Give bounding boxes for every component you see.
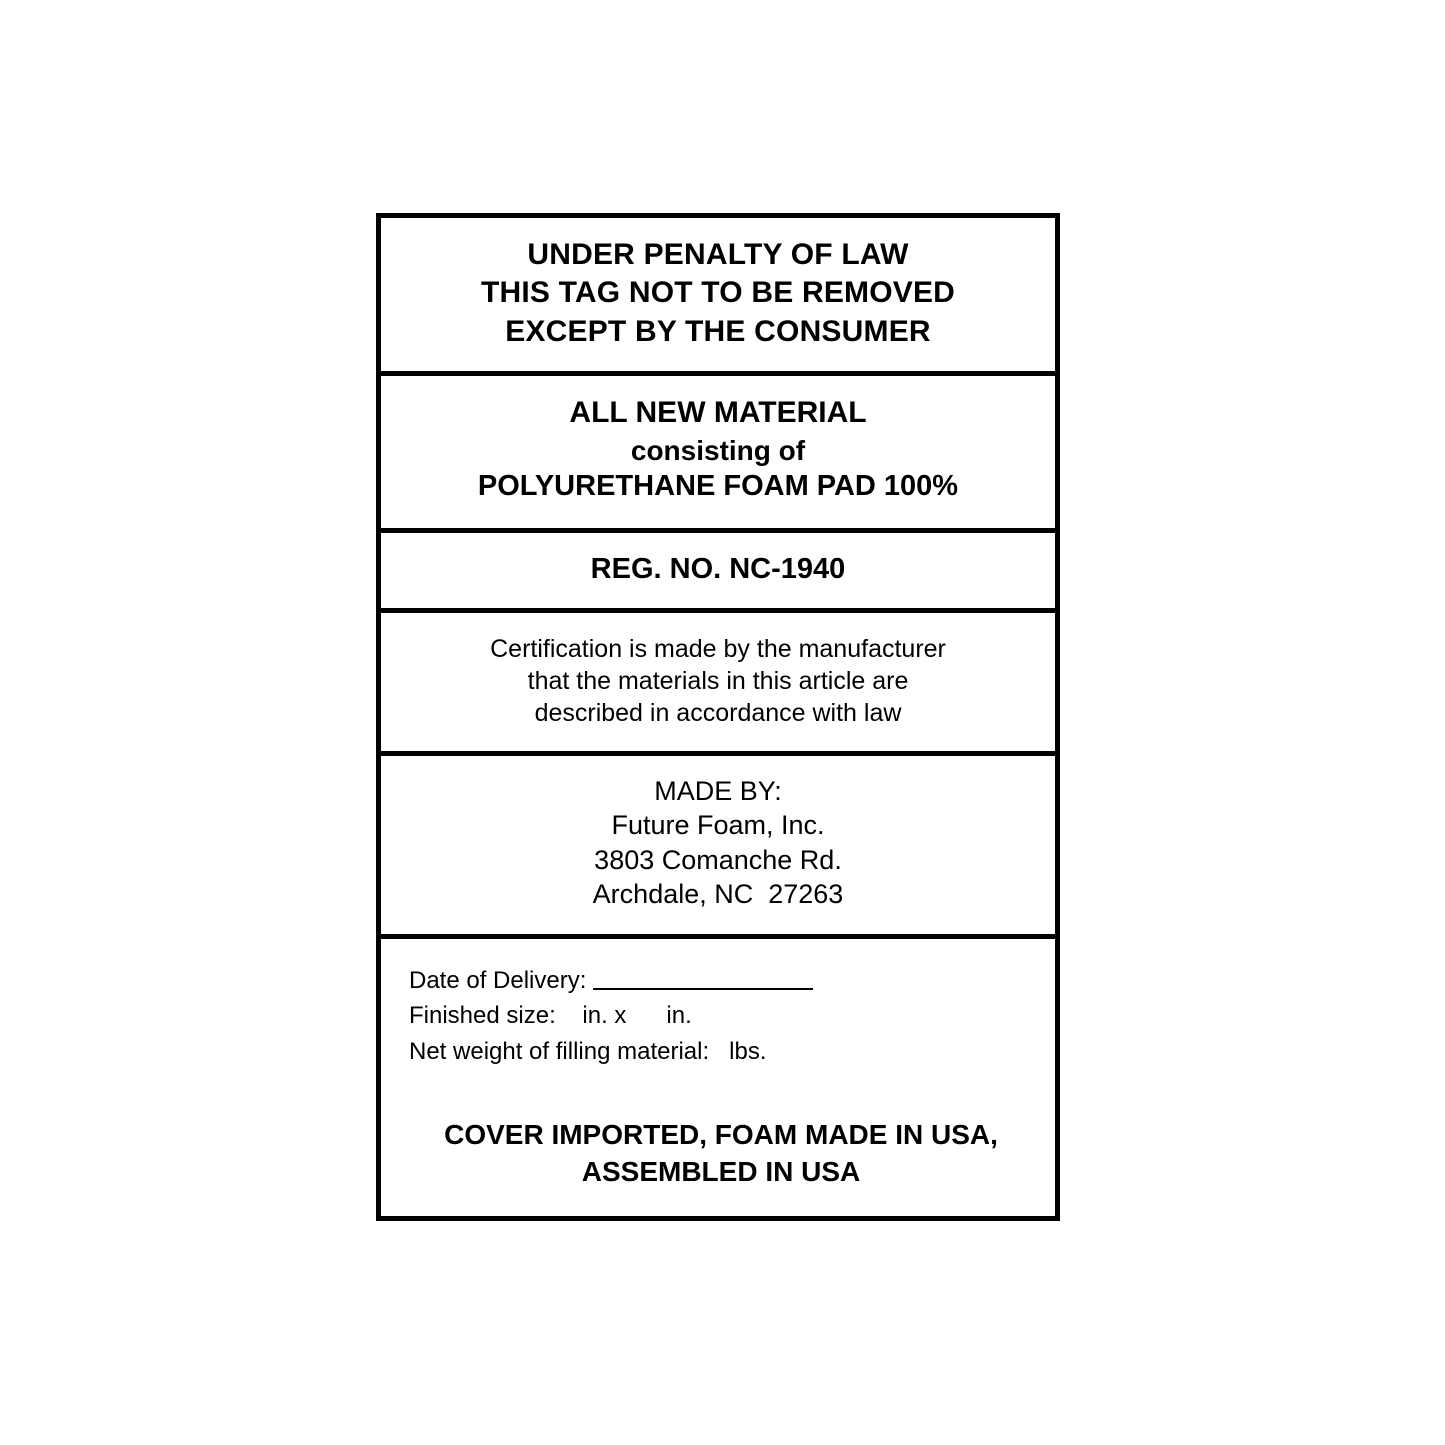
net-weight-value[interactable]: lbs. — [729, 1037, 767, 1065]
penalty-notice-line-1: UNDER PENALTY OF LAW — [527, 238, 909, 271]
origin-line-1: COVER IMPORTED, FOAM MADE IN USA, — [444, 1119, 998, 1151]
penalty-notice-line-3: EXCEPT BY THE CONSUMER — [505, 314, 931, 348]
fillable-fields-section — [381, 939, 1055, 1216]
certification-line-1: Certification is made by the manufacturer — [490, 634, 946, 663]
origin-statement — [409, 1117, 1033, 1190]
material-section — [381, 376, 1055, 532]
registration-section — [381, 533, 1055, 613]
registration-number: REG. NO. NC-1940 — [590, 552, 846, 585]
net-weight-label: Net weight of filling material: — [409, 1037, 710, 1065]
manufacturer-city-state-zip: Archdale, NC 27263 — [592, 879, 844, 910]
finished-size-field — [409, 998, 1033, 1034]
date-of-delivery-label: Date of Delivery: — [409, 966, 587, 994]
net-weight-field — [409, 1034, 1033, 1070]
certification-section — [381, 613, 1055, 756]
certification-line-3: described in accordance with law — [534, 698, 902, 727]
material-heading: ALL NEW MATERIAL — [569, 396, 867, 430]
manufacturer-heading: MADE BY: — [654, 775, 782, 806]
manufacturer-company: Future Foam, Inc. — [611, 810, 825, 841]
law-label-tag — [376, 213, 1060, 1221]
origin-line-2: ASSEMBLED IN USA — [581, 1155, 861, 1187]
certification-line-2: that the materials in this article are — [527, 666, 909, 695]
penalty-notice-section — [381, 218, 1055, 376]
penalty-notice-line-2: THIS TAG NOT TO BE REMOVED — [480, 276, 956, 310]
manufacturer-section — [381, 756, 1055, 939]
material-consisting-of: consisting of — [630, 434, 806, 466]
material-composition: POLYURETHANE FOAM PAD 100% — [477, 470, 959, 503]
finished-size-value[interactable]: in. x in. — [582, 1002, 692, 1030]
date-of-delivery-input[interactable] — [593, 968, 813, 990]
finished-size-label: Finished size: — [409, 1002, 556, 1030]
date-of-delivery-field — [409, 963, 1033, 999]
manufacturer-street: 3803 Comanche Rd. — [594, 844, 842, 875]
